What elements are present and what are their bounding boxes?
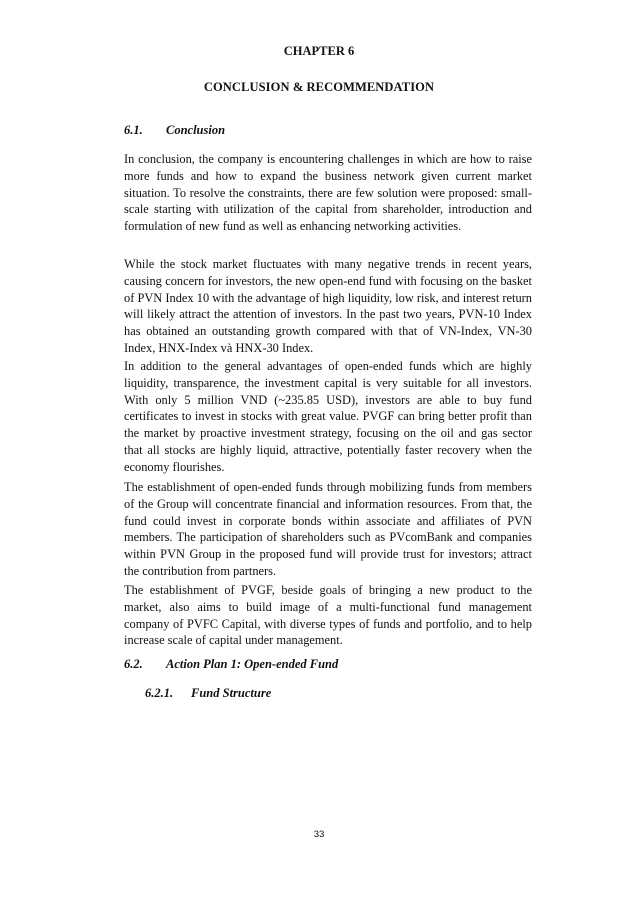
paragraph-1: In conclusion, the company is encountering challenges in which are how to raise more funds and how to expand the business network given current market situation. To resolve the constraints, there are few solution were proposed: small-scale starting with utilization of the capital from shareholder, introduction and formulation of new fund as well as enhancing networking activities.: [124, 152, 532, 234]
subsection-number: 6.2.1.: [145, 686, 174, 700]
section-heading-conclusion: [124, 123, 225, 138]
subsection-title: Fund Structure: [191, 686, 272, 700]
page-number: 33: [313, 829, 325, 840]
section-heading-action-plan: [124, 657, 338, 672]
chapter-label: CHAPTER 6: [283, 44, 355, 58]
subsection-heading-fund-structure: [145, 686, 271, 701]
paragraph-2: While the stock market fluctuates with many negative trends in recent years, causing concern for investors, the new open-end fund with focusing on the basket of PVN Index 10 with the advantage of high liquidity, low risk, and interest return will likely attract the attention of investors. In the past two years, PVN-10 Index has obtained an outstanding growth compared with that of VN-Index, VN-30 Index, HNX-Index và HNX-30 Index.: [124, 257, 532, 355]
section-title: Action Plan 1: Open-ended Fund: [166, 657, 339, 671]
section-number: 6.1.: [124, 123, 143, 137]
paragraph-5: The establishment of PVGF, beside goals of bringing a new product to the market, also aims to build image of a multi-functional fund management company of PVFC Capital, with diverse types of funds and portfolio, and to help increase scale of capital under management.: [124, 583, 532, 648]
chapter-title: CONCLUSION & RECOMMENDATION: [203, 80, 435, 94]
paragraph-3: In addition to the general advantages of open-ended funds which are highly liquidity, transparence, the investment capital is very suitable for all investors. With only 5 million VND (~235.85 USD), investors are able to buy fund certificates to invest in stocks with great value. PVGF can bring better profit than the market by proactive investment strategy, focusing on the oil and gas sector that all stocks are highly liquid, attractive, potentially faster recovery when the economy flourishes.: [124, 359, 532, 474]
section-number: 6.2.: [124, 657, 143, 671]
section-title: Conclusion: [166, 123, 226, 137]
paragraph-4: The establishment of open-ended funds through mobilizing funds from members of the Group will concentrate financial and information resources. From that, the fund could invest in corporate bonds within associate and affiliates of PVN members. The participation of shareholders such as PVcomBank and companies within PVN Group in the proposed fund will provide trust for investors; attract the contribution from partners.: [124, 480, 532, 578]
